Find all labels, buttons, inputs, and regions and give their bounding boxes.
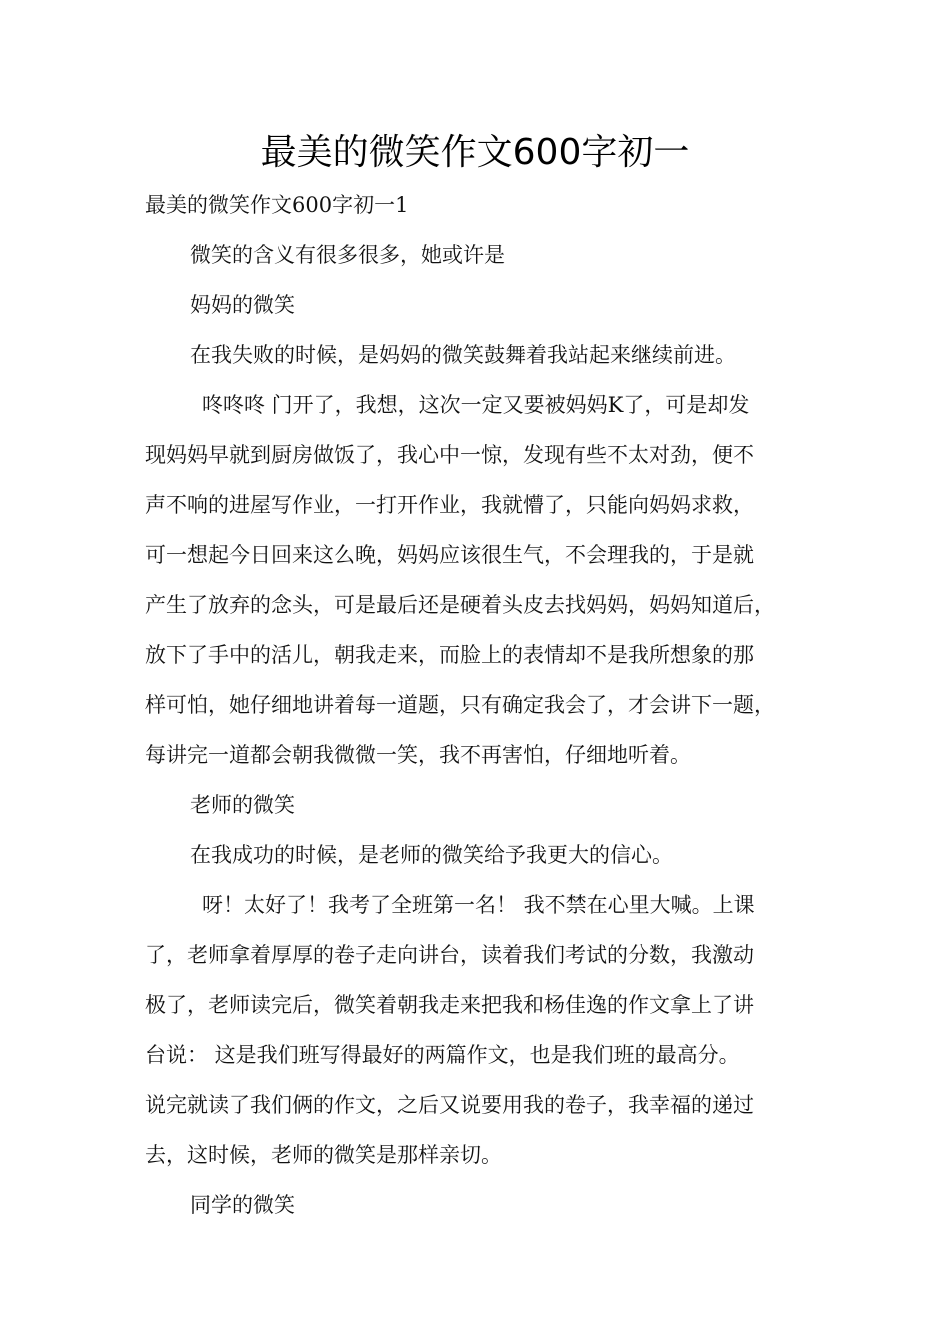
text-line: 现妈妈早就到厨房做饭了，我心中一惊，发现有些不太对劲，便不 xyxy=(145,443,754,467)
section-heading: 老师的微笑 xyxy=(190,793,295,817)
text-line: 放下了手中的活儿，朝我走来，而脸上的表情却不是我所想象的那 xyxy=(145,643,754,667)
text-line: 说完就读了我们俩的作文，之后又说要用我的卷子，我幸福的递过 xyxy=(145,1093,754,1117)
text-line: 了，老师拿着厚厚的卷子走向讲台，读着我们考试的分数，我激动 xyxy=(145,943,754,967)
text-line: 产生了放弃的念头，可是最后还是硬着头皮去找妈妈，妈妈知道后， xyxy=(145,593,775,617)
text-line: 最美的微笑作文600字初一1 xyxy=(145,193,409,217)
section-heading: 同学的微笑 xyxy=(190,1193,295,1217)
text-line: 去，这时候，老师的微笑是那样亲切。 xyxy=(145,1143,502,1167)
text-line: 样可怕，她仔细地讲着每一道题，只有确定我会了，才会讲下一题， xyxy=(145,693,775,717)
section-heading: 妈妈的微笑 xyxy=(190,293,295,317)
document-title: 最美的微笑作文600字初一 xyxy=(260,132,690,173)
text-line: 台说： 这是我们班写得最好的两篇作文，也是我们班的最高分。 xyxy=(145,1043,740,1067)
text-line: 极了，老师读完后，微笑着朝我走来把我和杨佳逸的作文拿上了讲 xyxy=(145,993,754,1017)
text-line: 在我失败的时候，是妈妈的微笑鼓舞着我站起来继续前进。 xyxy=(190,343,736,367)
text-line: 呀！太好了！我考了全班第一名！ 我不禁在心里大喊。上课 xyxy=(202,893,755,917)
text-line: 咚咚咚 门开了，我想，这次一定又要被妈妈K了，可是却发 xyxy=(202,393,750,417)
text-line: 在我成功的时候，是老师的微笑给予我更大的信心。 xyxy=(190,843,673,867)
text-line: 每讲完一道都会朝我微微一笑，我不再害怕，仔细地听着。 xyxy=(145,743,691,767)
document-body xyxy=(145,180,825,1230)
text-line: 声不响的进屋写作业，一打开作业，我就懵了，只能向妈妈求救， xyxy=(145,493,754,517)
text-line: 微笑的含义有很多很多，她或许是 xyxy=(190,243,505,267)
text-line: 可一想起今日回来这么晚，妈妈应该很生气，不会理我的，于是就 xyxy=(145,543,754,567)
